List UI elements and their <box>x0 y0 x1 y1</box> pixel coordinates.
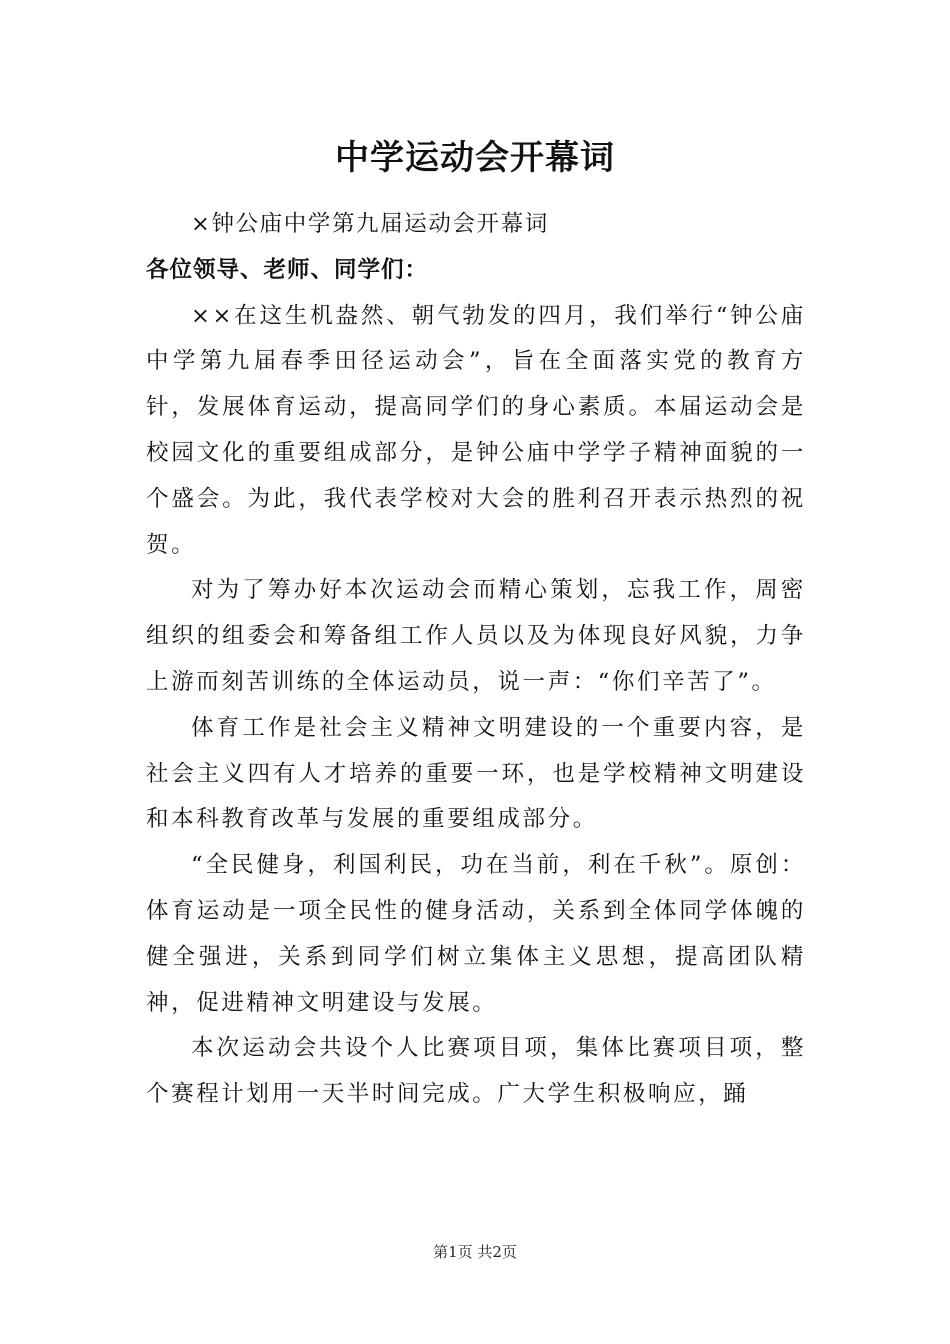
document-subtitle: ×钟公庙中学第九届运动会开幕词 <box>191 211 549 237</box>
document-body <box>146 202 806 1118</box>
page-footer: 第1页 共2页 <box>433 1243 517 1261</box>
salutation: 各位领导、老师、同学们： <box>146 256 429 283</box>
paragraph-5: 本次运动会共设个人比赛项目项，集体比赛项目项，整个赛程计划用一天半时间完成。广大学生积极响应，踊 <box>146 1035 806 1108</box>
paragraph-2: 对为了筹办好本次运动会而精心策划，忘我工作，周密组织的组委会和筹备组工作人员以及为体现良好风貌，力争上游而刻苦训练的全体运动员，说一声：“你们辛苦了”。 <box>146 577 806 695</box>
document-title: 中学运动会开幕词 <box>335 138 615 178</box>
paragraph-3: 体育工作是社会主义精神文明建设的一个重要内容，是社会主义四有人才培养的重要一环，也是学校精神文明建设和本科教育改革与发展的重要组成部分。 <box>146 714 806 833</box>
paragraph-1: ××在这生机盎然、朝气勃发的四月，我们举行“钟公庙中学第九届春季田径运动会”，旨在全面落实党的教育方针，发展体育运动，提高同学们的身心素质。本届运动会是校园文化的重要组成部分，是钟公庙中学学子精神面貌的一个盛会。为此，我代表学校对大会的胜利召开表示热烈的祝贺。 <box>146 302 806 558</box>
paragraph-4: “全民健身，利国利民，功在当前，利在千秋”。原创：体育运动是一项全民性的健身活动，关系到全体同学体魄的健全强进，关系到同学们树立集体主义思想，提高团队精神，促进精神文明建设与发展。 <box>146 852 806 1016</box>
